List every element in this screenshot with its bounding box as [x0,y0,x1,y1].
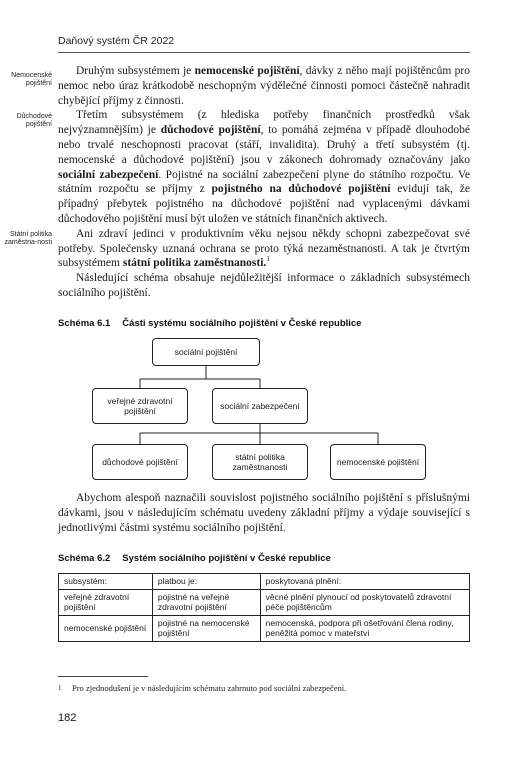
margin-note-employment: Státní politika zaměstna-nosti [4,231,52,246]
margin-note-sickness: Nemocenské pojištění [11,72,52,87]
table-cell: nemocenské pojištění [59,615,153,641]
footnote-rule [58,676,148,677]
paragraph-employment: Ani zdraví jedinci v produktivním věku nejsou někdy schopni zabezpečovat své potřeby. Společensky uznaná ochrana se proto týká nezaměstnanosti. A tak je čtvrtým subsystémem státní politika zaměstnanosti.$^1$ [58,227,470,270]
table-header-cell: subsystém: [59,574,153,590]
page-number: 182 [58,712,77,724]
table-header-row [59,574,470,590]
table-header-cell: poskytovaná plnění: [260,574,469,590]
paragraph-sickness: Druhým subsystémem je nemocenské pojištění, dávky z něho mají pojištěncům pro nemoc nebo úraz krátkodobě neschopným výdělečné činnosti pomoci částečně nahradit chybějící příjmy z činnosti. [58,65,470,107]
footnote [58,683,470,693]
schema-root-box: sociální pojištění [152,338,260,366]
table-row [59,615,470,641]
schema-box-health-insurance: veřejné zdravotní pojištění [92,388,188,424]
schema-2-title: Schéma 6.2 Systém sociálního pojištění v České republice [58,553,331,564]
table-cell: pojistné na veřejné zdravotní pojištění [152,589,260,615]
footnote-text: Pro zjednodušení je v následujícím schématu zahrnuto pod sociální zabezpečení. [72,683,347,693]
schema-box-social-security: sociální zabezpečení [212,388,308,424]
schema-box-pension: důchodové pojištění [92,444,188,480]
margin-note-pension: Důchodové pojištění [16,113,52,128]
running-head: Daňový systém ČR 2022 [58,35,175,47]
schema-box-employment-policy: státní politika zaměstnanosti [212,444,308,480]
paragraph-pension: Třetím subsystémem (z hlediska potřeby finančních prostředků však nejvýznamnějším) je důchodové pojištění, to pomáhá zejména v případě dlouhodobé nebo trvalé neschopnosti pracovat (stáří, invalidita). Druhý a třetí subsystém (tj. nemocenské a důchodové pojištění) jsou v zákonech dohromady označovány jako sociální zabezpečení. Pojistné na sociální zabezpečení plyne do státního rozpočtu. Ve státním rozpočtu se příjmy z pojistného na důchodové pojištění evidují tak, že případný přebytek pojistného na důchodové pojištění nad vyplacenými dávkami důchodového pojištění musí být uložen ve státních finančních aktivech. [58,109,470,225]
footnote-ref: 1 [266,255,270,264]
schema-2-table [58,573,470,642]
table-header-cell: platbou je: [152,574,260,590]
schema-box-sickness: nemocenské pojištění [330,444,426,480]
footnote-mark: 1 [58,684,62,692]
paragraph-intro-schema: Následující schéma obsahuje nejdůležitější informace o základních subsystémech sociálního pojištění. [58,272,470,299]
paragraph-intro-table: Abychom alespoň naznačili souvislost pojistného sociálního pojištění s příslušnými dávkami, jsou v následujícím schématu uvedeny základní příjmy a výdaje související s jednotlivými částmi systému sociálního pojištění. [58,492,470,534]
schema-1-title: Schéma 6.1 Části systému sociálního pojištění v České republice [58,318,362,329]
table-row [59,589,470,615]
table-cell: věcné plnění plynoucí od poskytovatelů zdravotní péče pojištěncům [260,589,469,615]
body-text-bottom [58,491,470,535]
table-cell: pojistné na nemocenské pojištění [152,615,260,641]
table-cell: veřejné zdravotní pojištění [59,589,153,615]
table-cell: nemocenská, podpora při ošetřování člena rodiny, peněžitá pomoc v mateřství [260,615,469,641]
